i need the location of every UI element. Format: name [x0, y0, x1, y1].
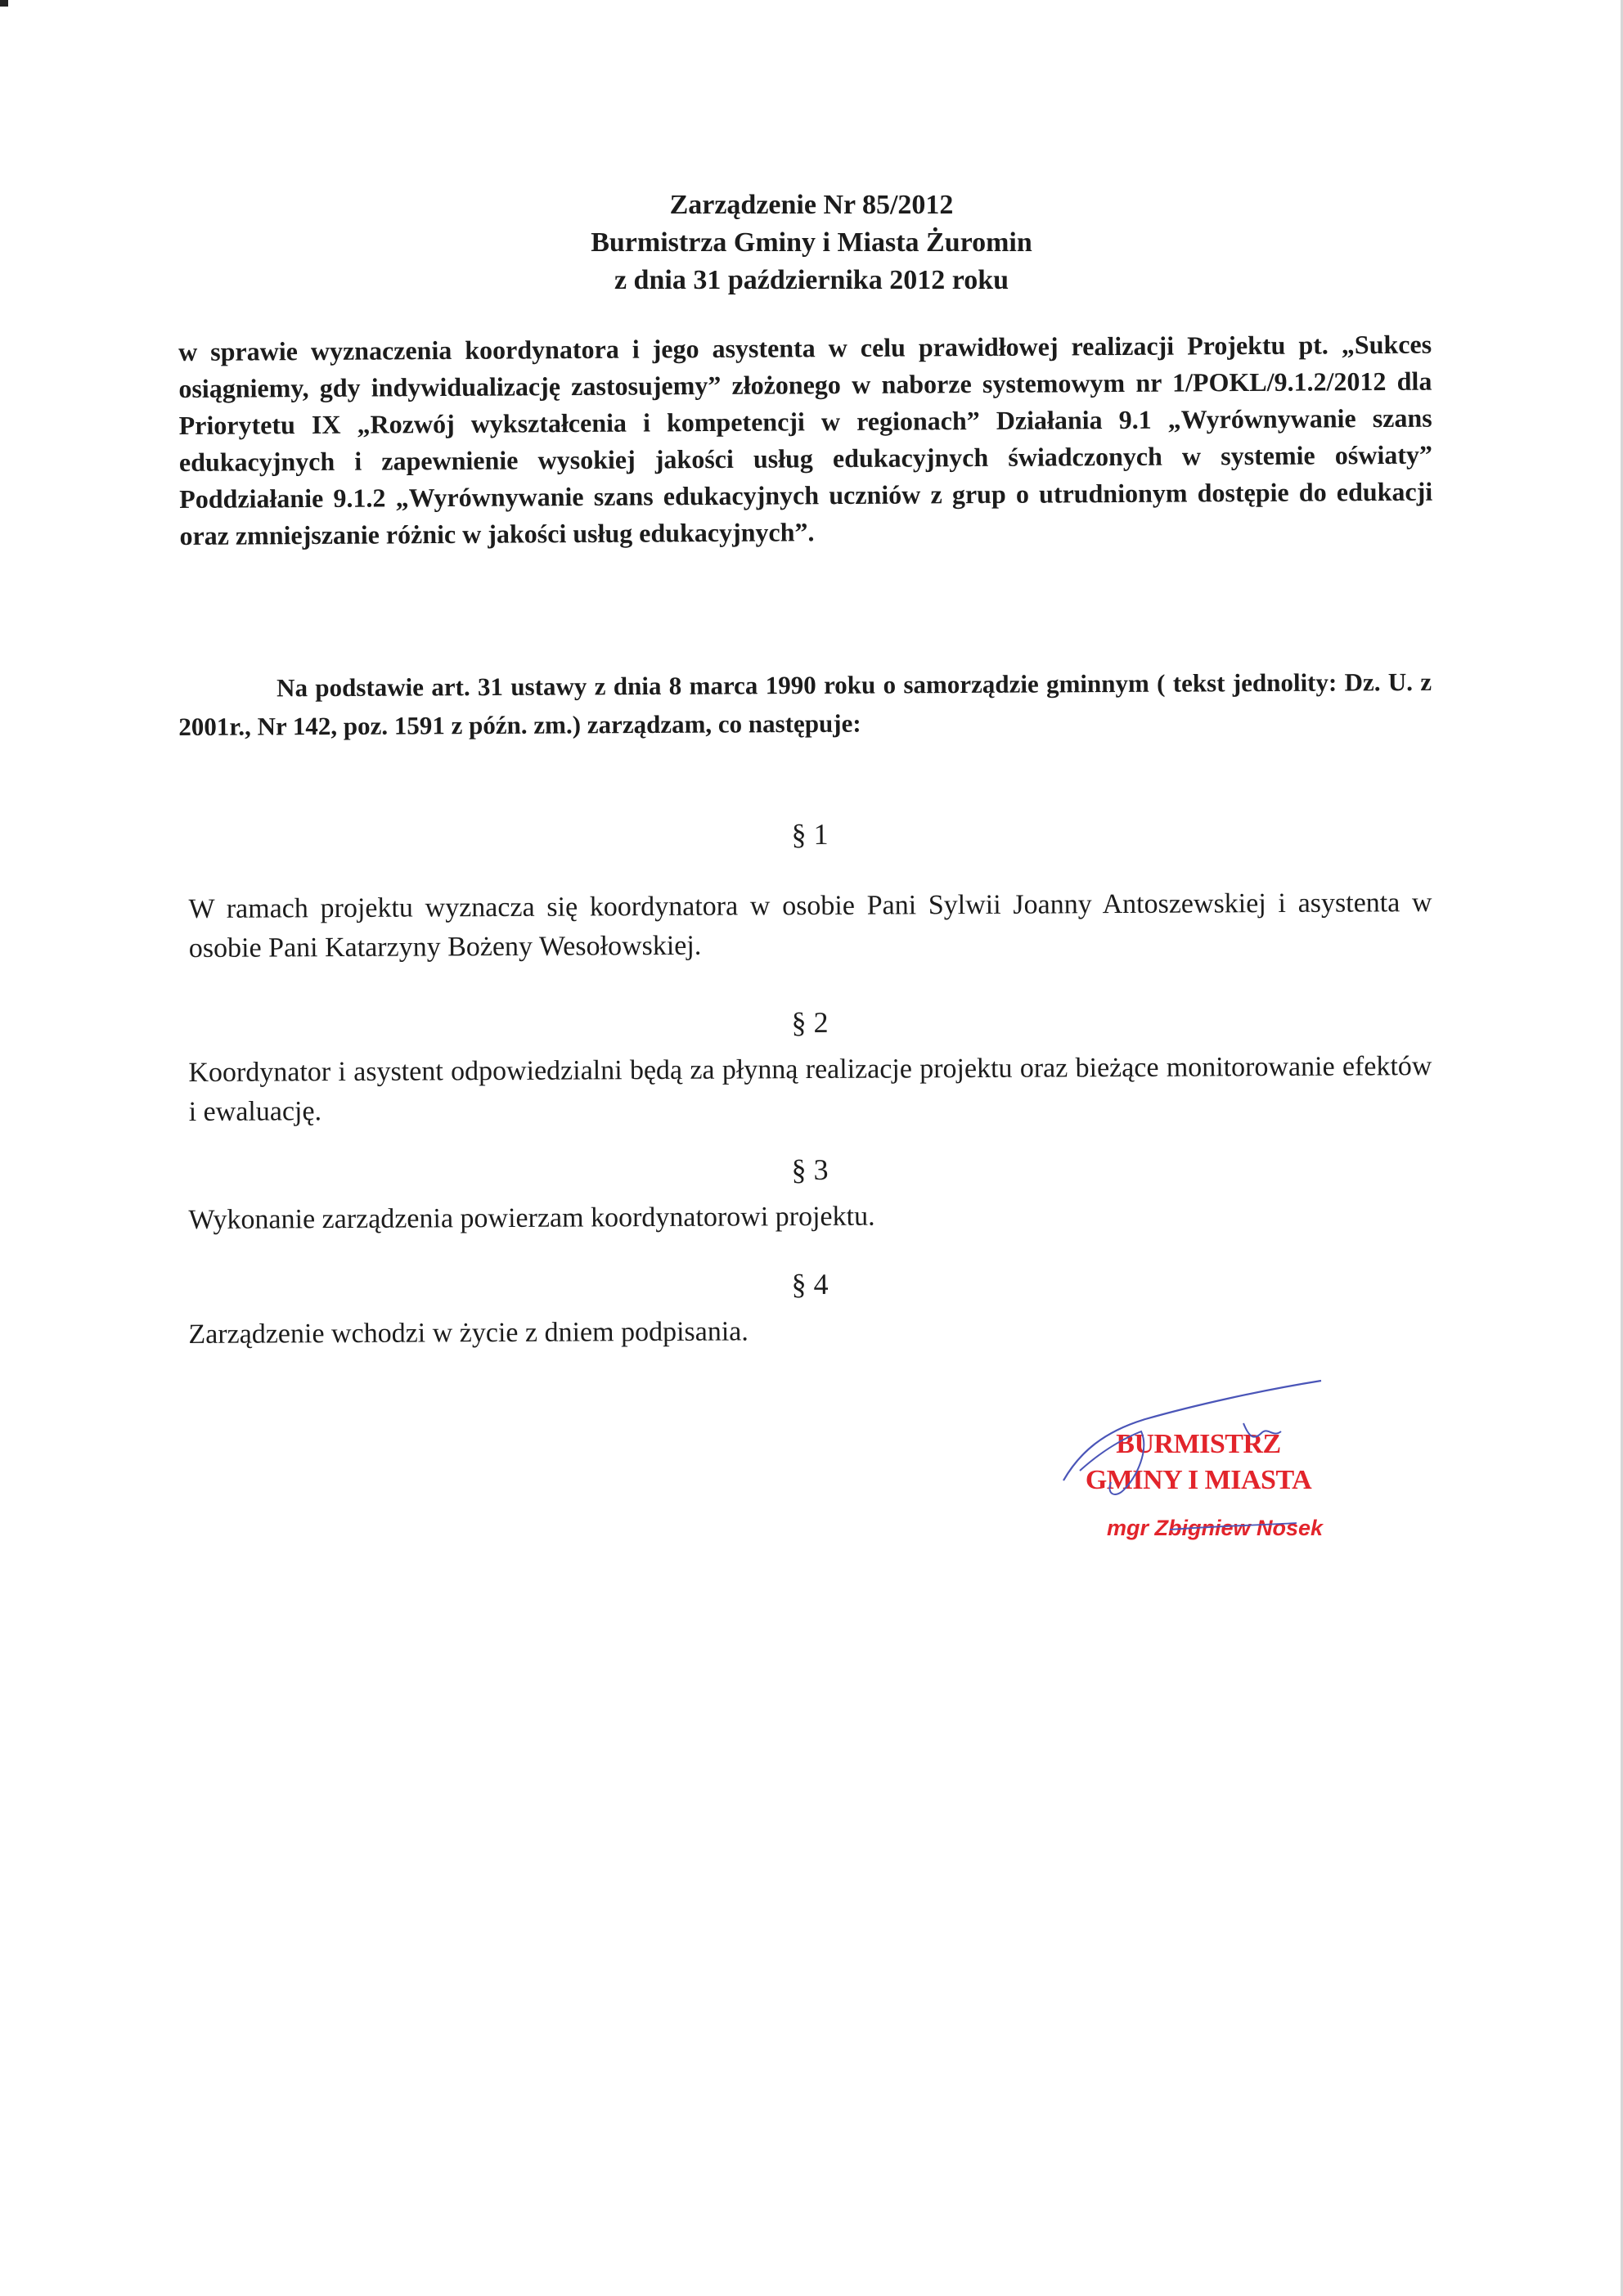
section-text: Koordynator i asystent odpowiedzialni będą za płynną realizacje projektu oraz bieżące monitorowanie efektów i ewaluację.: [188, 1051, 1432, 1127]
legal-basis: Na podstawie art. 31 ustawy z dnia 8 marca 1990 roku o samorządzie gminnym ( tekst jednolity: Dz. U. z 2001r., Nr 142, poz. 1591 z późn. zm.) zarządzam, co następuje:: [178, 667, 1432, 741]
section-text: Wykonanie zarządzenia powierzam koordynatorowi projektu.: [188, 1201, 875, 1235]
stamp-name: mgr Zbigniew Nosek: [1106, 1516, 1324, 1540]
section-1: [188, 811, 1432, 968]
document-authority: Burmistrza Gminy i Miasta Żuromin: [591, 227, 1032, 258]
section-3: [188, 1147, 1432, 1240]
document-title: Zarządzenie Nr 85/2012: [669, 190, 954, 220]
section-number: § 4: [791, 1267, 829, 1301]
section-4: [188, 1261, 1432, 1355]
section-number: § 3: [791, 1152, 829, 1187]
document-date: z dnia 31 października 2012 roku: [614, 265, 1009, 295]
stamp-title: BURMISTRZ: [1116, 1429, 1281, 1459]
section-2: [188, 1000, 1432, 1132]
scan-corner-mark: [0, 0, 8, 7]
document-subject: w sprawie wyznaczenia koordynatora i jego asystenta w celu prawidłowej realizacji Projektu pt. „Sukces osiągniemy, gdy indywidualizację zastosujemy” złożonego w naborze systemowym nr 1/POKL/9.1.2/2012 dla Priorytetu IX „Rozwój wykształcenia i kompetencji w regionach” Działania 9.1 „Wyrównywanie szans edukacyjnych i zapewnienie wysokiej jakości usług edukacyjnych świadczonych w systemie oświaty” Poddziałanie 9.1.2 „Wyrównywanie szans edukacyjnych uczniów z grup o utrudnionym dostępie do edukacji oraz zmniejszanie różnic w jakości usług edukacyjnych”.: [178, 329, 1433, 550]
document-header: [0, 186, 1623, 299]
section-number: § 2: [791, 1005, 829, 1040]
section-number: § 1: [791, 817, 829, 851]
section-text: Zarządzenie wchodzi w życie z dniem podpisania.: [188, 1316, 749, 1350]
section-text: W ramach projektu wyznacza się koordynatora w osobie Pani Sylwii Joanny Antoszewskiej i asystenta w osobie Pani Katarzyny Bożeny Wesołowskiej.: [188, 887, 1432, 964]
stamp-subtitle: GMINY I MIASTA: [1085, 1465, 1312, 1495]
handwritten-signature: [1047, 1374, 1325, 1538]
